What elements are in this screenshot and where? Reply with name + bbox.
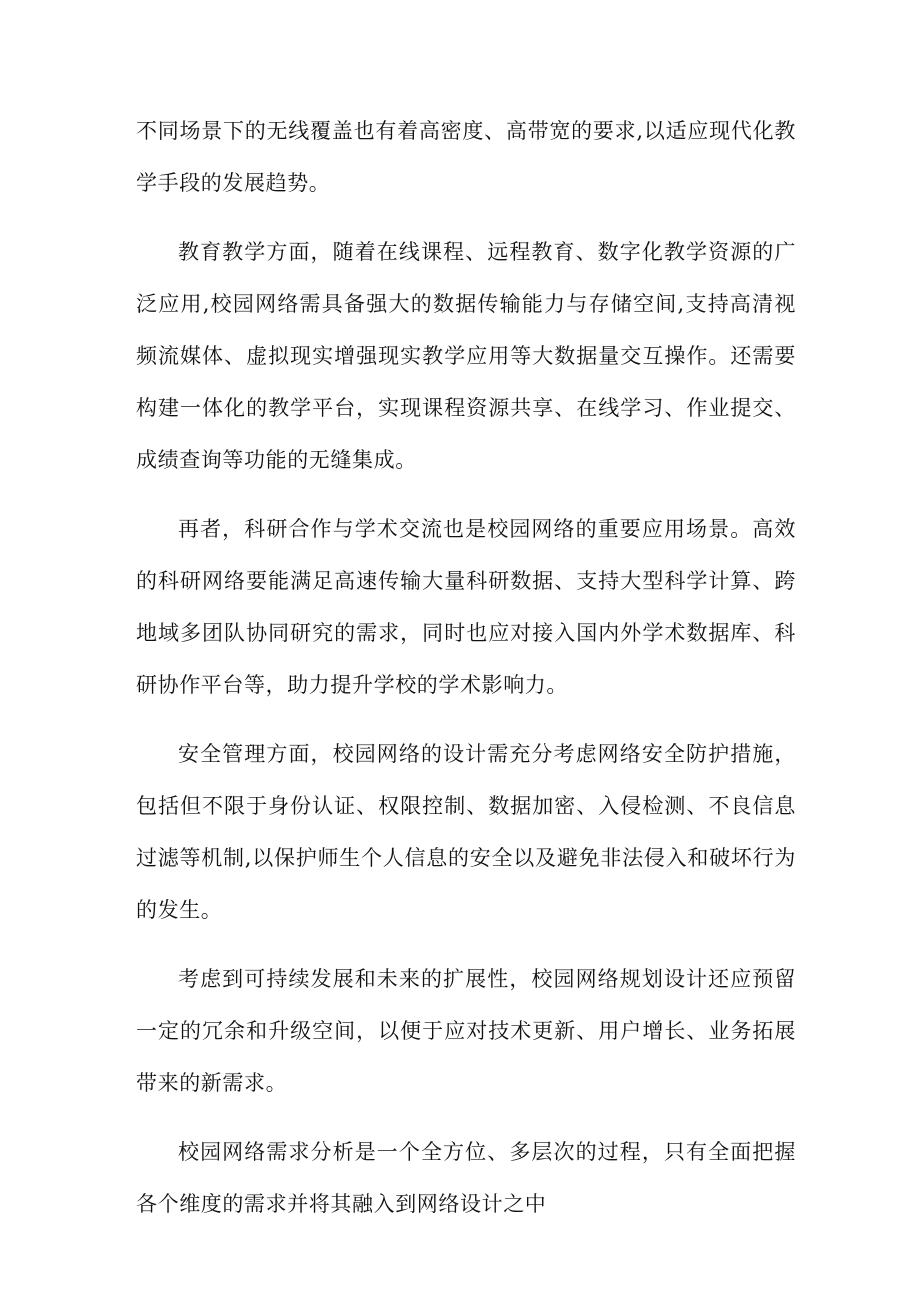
paragraph-teaching: 教育教学方面，随着在线课程、远程教育、数字化教学资源的广泛应用,校园网络需具备强大的数据传输能力与存储空间,支持高清视频流媒体、虚拟现实增强现实教学应用等大数据量交互操作。还需要构建一体化的教学平台，实现课程资源共享、在线学习、作业提交、成绩查询等功能的无缝集成。 [136,240,796,472]
paragraph-scalability: 考虑到可持续发展和未来的扩展性，校园网络规划设计还应预留一定的冗余和升级空间，以便于应对技术更新、用户增长、业务拓展带来的新需求。 [136,967,796,1095]
paragraph-summary: 校园网络需求分析是一个全方位、多层次的过程，只有全面把握各个维度的需求并将其融入到网络设计之中 [136,1140,796,1216]
paragraph-continuation: 不同场景下的无线覆盖也有着高密度、高带宽的要求,以适应现代化教学手段的发展趋势。 [136,119,796,195]
paragraph-security: 安全管理方面，校园网络的设计需充分考虑网络安全防护措施，包括但不限于身份认证、权限控制、数据加密、入侵检测、不良信息过滤等机制,以保护师生个人信息的安全以及避免非法侵入和破坏行为的发生。 [136,742,796,922]
paragraph-research: 再者，科研合作与学术交流也是校园网络的重要应用场景。高效的科研网络要能满足高速传输大量科研数据、支持大型科学计算、跨地域多团队协同研究的需求，同时也应对接入国内外学术数据库、科研协作平台等，助力提升学校的学术影响力。 [136,517,796,697]
